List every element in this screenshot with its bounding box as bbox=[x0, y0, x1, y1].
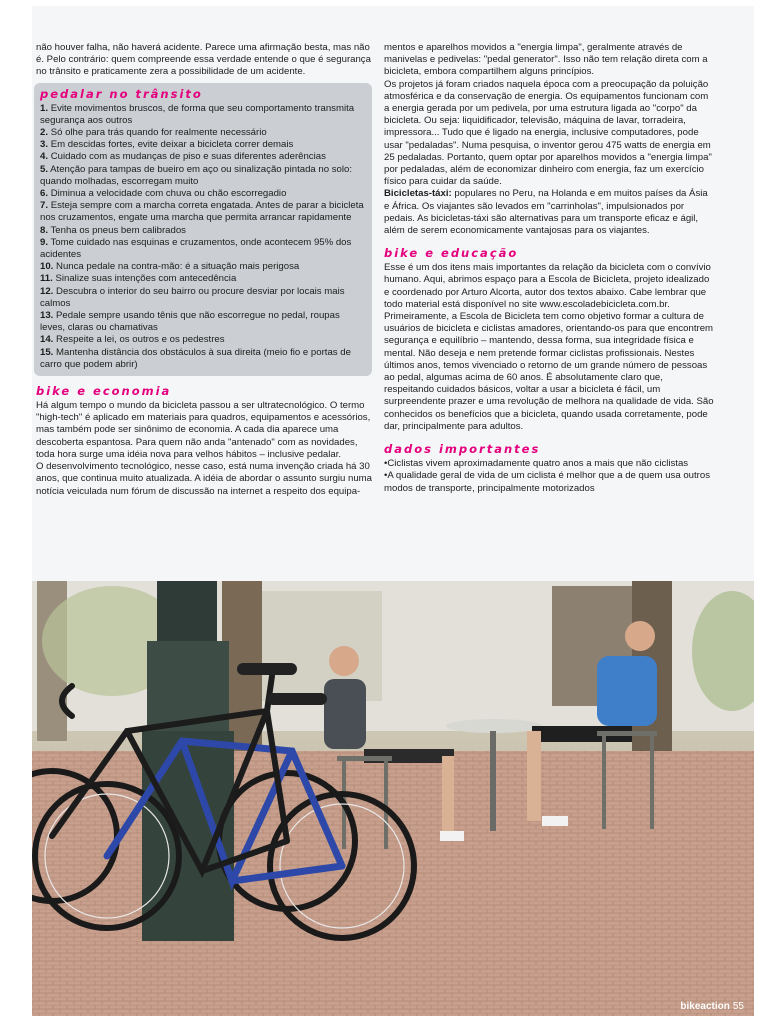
traffic-tip bbox=[40, 225, 366, 237]
tip-text: Respeite a lei, os outros e os pedestres bbox=[56, 334, 225, 346]
photo-illustration bbox=[32, 581, 754, 1016]
tip-text: Em descidas fortes, evite deixar a bicicleta correr demais bbox=[50, 139, 294, 151]
right-column bbox=[384, 42, 714, 495]
page-footer bbox=[680, 1001, 744, 1012]
tip-number: 14. bbox=[40, 334, 54, 346]
economy-heading: bike e economia bbox=[36, 384, 172, 399]
tip-number: 15. bbox=[40, 346, 54, 358]
traffic-tip bbox=[40, 151, 366, 163]
traffic-tip bbox=[40, 237, 366, 261]
traffic-tip bbox=[40, 139, 366, 151]
tip-text: Só olhe para trás quando for realmente necessário bbox=[50, 127, 267, 139]
taxi-paragraph bbox=[384, 188, 714, 237]
tip-text: Nunca pedale na contra-mão: é a situação mais perigosa bbox=[56, 261, 300, 273]
tip-number: 13. bbox=[40, 310, 54, 322]
tip-number: 1. bbox=[40, 102, 49, 114]
tip-text: Diminua a velocidade com chuva ou chão escorregadio bbox=[50, 188, 287, 200]
economy-paragraph-1: Há algum tempo o mundo da bicicleta passou a ser ultratecnológico. O termo "high-tech" é aplicado em materiais para quadros, equipamentos e acessórios, mas também pode ser sinônimo de economia. A cada dia aparece uma descoberta espantosa. Para quem não anda "antenado" com as novidades, toda hora surge uma idéia nova para velhos hábitos – inclusive pedalar. bbox=[36, 400, 371, 460]
tip-number: 6. bbox=[40, 188, 49, 200]
tip-number: 3. bbox=[40, 139, 49, 151]
traffic-tip bbox=[40, 200, 366, 224]
tip-number: 8. bbox=[40, 224, 49, 236]
cyclists-cafe-photo bbox=[32, 581, 754, 1016]
tip-number: 10. bbox=[40, 261, 54, 273]
traffic-tip bbox=[40, 188, 366, 200]
economy-paragraph-2: O desenvolvimento tecnológico, nesse caso, está numa invenção criada há 30 anos, que continua muito atualizada. A idéia de abordar o assunto surgiu numa notícia veiculada num fórum de discussão na internet a respeito dos equipa- bbox=[36, 461, 373, 497]
taxi-text: populares no Peru, na Holanda e em muitos países da Ásia e África. Os viajantes são levados em "carrinholas", impulsionados por pedais. As bicicletas-táxi são alternativas para um transporte eficaz e ágil, além de serem economicamente vantajosas para os viajantes. bbox=[384, 188, 708, 237]
tip-text: Mantenha distância dos obstáculos à sua direita (meio fio e portas de carro que podem abrir) bbox=[40, 346, 351, 370]
tip-number: 7. bbox=[40, 200, 49, 212]
tip-text: Cuidado com as mudanças de piso e suas diferentes aderências bbox=[50, 151, 326, 163]
left-column bbox=[36, 42, 372, 498]
tip-text: Evite movimentos bruscos, de forma que seu comportamento transmita segurança aos outros bbox=[40, 102, 355, 126]
traffic-tip bbox=[40, 261, 366, 273]
data-bullet: •A qualidade geral de vida de um ciclista é melhor que a de quem usa outros modos de transporte, principalmente motorizados bbox=[384, 470, 711, 494]
traffic-tip bbox=[40, 286, 366, 310]
tip-text: Tenha os pneus bem calibrados bbox=[50, 224, 186, 236]
tip-text: Sinalize suas intenções com antecedência bbox=[55, 273, 237, 285]
traffic-tip bbox=[40, 334, 366, 346]
tip-text: Atenção para tampas de bueiro em aço ou sinalização pintada no solo: quando molhadas, escorregam muito bbox=[40, 163, 353, 187]
energy-paragraph-2: Os projetos já foram criados naquela época com a preocupação da poluição atmosférica e da conservação de energia. Os equipamentos funcionam com a energia gerada por um pedivela, por uma estrutura ligada ao "corpo" da bicicleta. Ou seja: liquidificador, televisão, máquina de lavar, torradeira, impressora... Tudo que é ligado na energia, inclusive computadores, pode usar "pedaladas". Numa pesquisa, o inventor gerou 475 watts de energia em 25 pedaladas. Portanto, quem optar por aparelhos movidos a "energia limpa" por pedaladas, além de economizar dinheiro com energia, faz um exercício físico para cuidar da saúde. bbox=[384, 78, 712, 188]
tip-text: Pedale sempre usando tênis que não escorregue no pedal, roupas leves, claras ou chamativas bbox=[40, 310, 340, 334]
tip-number: 2. bbox=[40, 127, 49, 139]
intro-paragraph: não houver falha, não haverá acidente. Parece uma afirmação besta, mas não é. Pelo contrário: quem compreende essa verdade entende o que é segurança no trânsito e praticamente zera a possibilidade de um acidente. bbox=[36, 42, 371, 78]
tip-number: 11. bbox=[40, 273, 53, 285]
education-heading: bike e educação bbox=[384, 246, 519, 261]
tip-text: Descubra o interior do seu bairro ou procure desviar por locais mais calmos bbox=[40, 285, 345, 309]
tip-number: 4. bbox=[40, 151, 49, 163]
tip-text: Tome cuidado nas esquinas e cruzamentos, onde acontecem 95% dos acidentes bbox=[40, 236, 352, 261]
traffic-tips-list bbox=[40, 103, 366, 371]
traffic-tip bbox=[40, 164, 366, 188]
data-heading: dados importantes bbox=[384, 442, 541, 457]
energy-paragraph-1: mentos e aparelhos movidos a "energia limpa", geralmente através de manivelas e pedivelas: "pedal generator". Isso não tem relação direta com a bicicleta, embora compartilhem alguns princípios. bbox=[384, 42, 708, 78]
tip-number: 9. bbox=[40, 236, 49, 248]
data-bullet: •Ciclistas vivem aproximadamente quatro anos a mais que não ciclistas bbox=[384, 458, 689, 470]
tip-number: 5. bbox=[40, 163, 49, 175]
traffic-tip bbox=[40, 103, 366, 127]
traffic-tip bbox=[40, 273, 366, 285]
education-paragraph-1: Esse é um dos itens mais importantes da relação da bicicleta com o convívio humano. Aqui, abrimos espaço para a Escola de Bicicleta, projeto idealizado e coordenado por Arturo Alcorta, autor dos textos abaixo. Cabe lembrar que todo material está disponível no site www.escoladebicicleta.com.br. bbox=[384, 262, 711, 310]
page-number: 55 bbox=[732, 1001, 744, 1012]
taxi-label: Bicicletas-táxi: bbox=[384, 188, 452, 200]
traffic-tip bbox=[40, 127, 366, 139]
traffic-tip bbox=[40, 347, 366, 371]
traffic-heading: pedalar no trânsito bbox=[40, 86, 203, 101]
traffic-tips-box bbox=[34, 83, 372, 376]
magazine-brand: bikeaction bbox=[680, 1001, 730, 1012]
tip-number: 12. bbox=[40, 285, 54, 297]
education-paragraph-2: Primeiramente, a Escola de Bicicleta tem como objetivo formar a cultura de usuários de bicicleta e ciclistas amadores, orientando-os para que encontrem segurança e equilíbrio – mantendo, dessa forma, sua integridade física e mental. Não deseja e nem pretende formar ciclistas profissionais. Nestes últimos anos, temos vivenciado o retorno de um grande número de pessoas ao pedal, algumas acima de 60 anos. É absolutamente claro que, respeitando cuidados básicos, voltar a usar a bicicleta é fácil, um surpreendente prazer e uma revolução de melhora na qualidade de vida. São conhecidos os benefícios que a bicicleta, quando usada corretamente, pode dar, principalmente para adultos. bbox=[384, 311, 714, 432]
magazine-page bbox=[32, 6, 754, 1016]
data-bullets bbox=[384, 458, 714, 495]
traffic-tip bbox=[40, 310, 366, 334]
tip-text: Esteja sempre com a marcha correta engatada. Antes de parar a bicicleta nos cruzamentos, engate uma marcha que permita arrancar rapidamente bbox=[40, 200, 364, 224]
